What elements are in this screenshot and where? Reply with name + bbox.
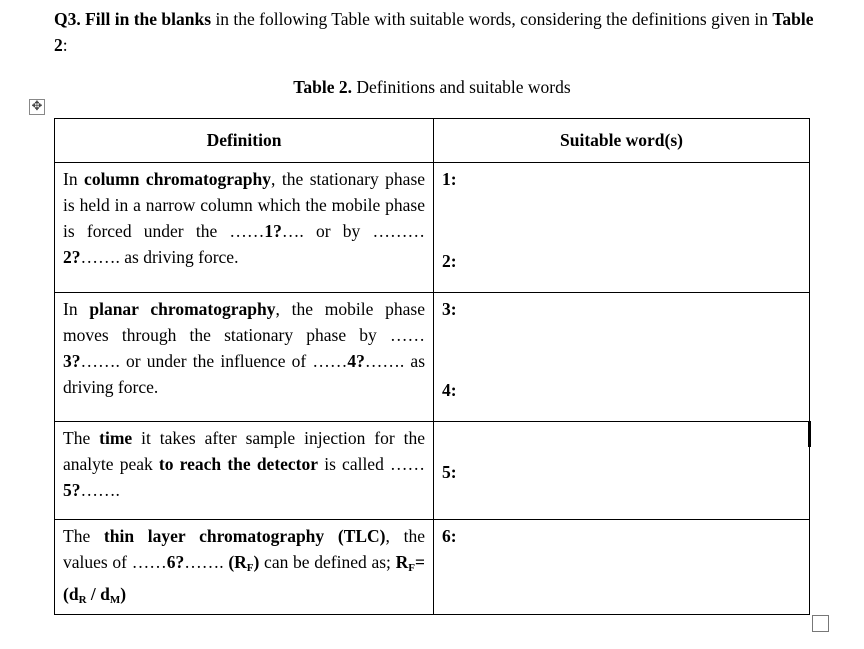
text-segment: ……. as driving force.	[80, 247, 239, 267]
text-segment: )	[120, 584, 127, 604]
definition-cell	[55, 520, 434, 615]
text-segment: )	[253, 552, 260, 572]
text-segment: ……. or under the influence of ……	[80, 351, 348, 371]
text-segment: 4?	[347, 351, 365, 371]
definition-cell	[55, 293, 434, 422]
text-segment: , the mobile phase moves through the stationary phase by ……	[63, 299, 426, 345]
text-segment: Table 2	[54, 9, 814, 55]
text-segment: in the following Table with suitable words, considering the definitions given in	[211, 9, 773, 29]
text-segment: 1?	[264, 221, 282, 241]
text-segment: …. or by ………	[281, 221, 425, 241]
table-move-handle-icon[interactable]: ✥	[29, 99, 45, 115]
table-caption	[0, 77, 864, 98]
text-segment: ……. as driving force.	[63, 351, 426, 397]
table-row	[55, 520, 810, 615]
table-header-row	[55, 119, 810, 163]
definitions-table	[54, 118, 810, 615]
text-segment: column chromatography	[84, 169, 272, 189]
text-segment: , the values of ……	[63, 526, 425, 572]
answer-cell[interactable]	[434, 520, 810, 615]
text-segment: , the stationary phase is held in a narrow column which the mobile phase is forced under the ……	[63, 169, 426, 241]
text-segment: R	[78, 594, 87, 606]
text-segment: The	[63, 526, 104, 546]
answer-label: 4:	[442, 380, 457, 400]
text-segment: …….	[184, 552, 229, 572]
table-border-mark	[808, 421, 811, 447]
text-segment: it takes after sample injection for the analyte peak	[63, 428, 425, 474]
text-segment: can be defined as;	[259, 552, 396, 572]
text-segment: (R	[228, 552, 247, 572]
answer-label: 5:	[442, 462, 457, 482]
text-segment: thin layer chromatography (TLC)	[103, 526, 386, 546]
table-row	[55, 293, 810, 422]
text-segment: …….	[80, 480, 120, 500]
text-segment: Q3. Fill in the blanks	[54, 9, 212, 29]
text-segment: Definitions and suitable words	[351, 77, 571, 97]
answer-cell[interactable]	[434, 422, 810, 520]
header-suitable-words: Suitable word(s)	[434, 119, 810, 163]
answer-label: 3:	[442, 299, 457, 319]
answer-label: 6:	[442, 526, 457, 546]
definition-cell	[55, 163, 434, 293]
text-segment: to reach the detector	[158, 454, 319, 474]
text-segment: = (d	[63, 552, 425, 604]
text-segment: / d	[86, 584, 110, 604]
definition-cell	[55, 422, 434, 520]
text-segment: F	[408, 562, 416, 574]
text-segment: In	[63, 299, 90, 319]
text-segment: F	[246, 562, 254, 574]
question-text	[54, 6, 814, 58]
answer-cell[interactable]	[434, 293, 810, 422]
header-definition: Definition	[55, 119, 434, 163]
text-segment: R	[395, 552, 409, 572]
answer-label: 1:	[442, 169, 457, 189]
text-segment: :	[62, 35, 68, 55]
text-segment: 3?	[63, 351, 81, 371]
text-segment: The	[63, 428, 100, 448]
text-segment: is called ……	[318, 454, 426, 474]
table-resize-handle[interactable]	[812, 615, 829, 632]
text-segment: In	[63, 169, 85, 189]
text-segment: time	[99, 428, 133, 448]
answer-label: 2:	[442, 251, 457, 271]
text-segment: M	[109, 594, 121, 606]
text-segment: Table 2.	[293, 77, 352, 97]
text-segment: planar chromatography	[89, 299, 276, 319]
table-row	[55, 422, 810, 520]
text-segment: 5?	[63, 480, 81, 500]
table-row	[55, 163, 810, 293]
answer-cell[interactable]	[434, 163, 810, 293]
text-segment: 6?	[166, 552, 185, 572]
text-segment: 2?	[63, 247, 81, 267]
